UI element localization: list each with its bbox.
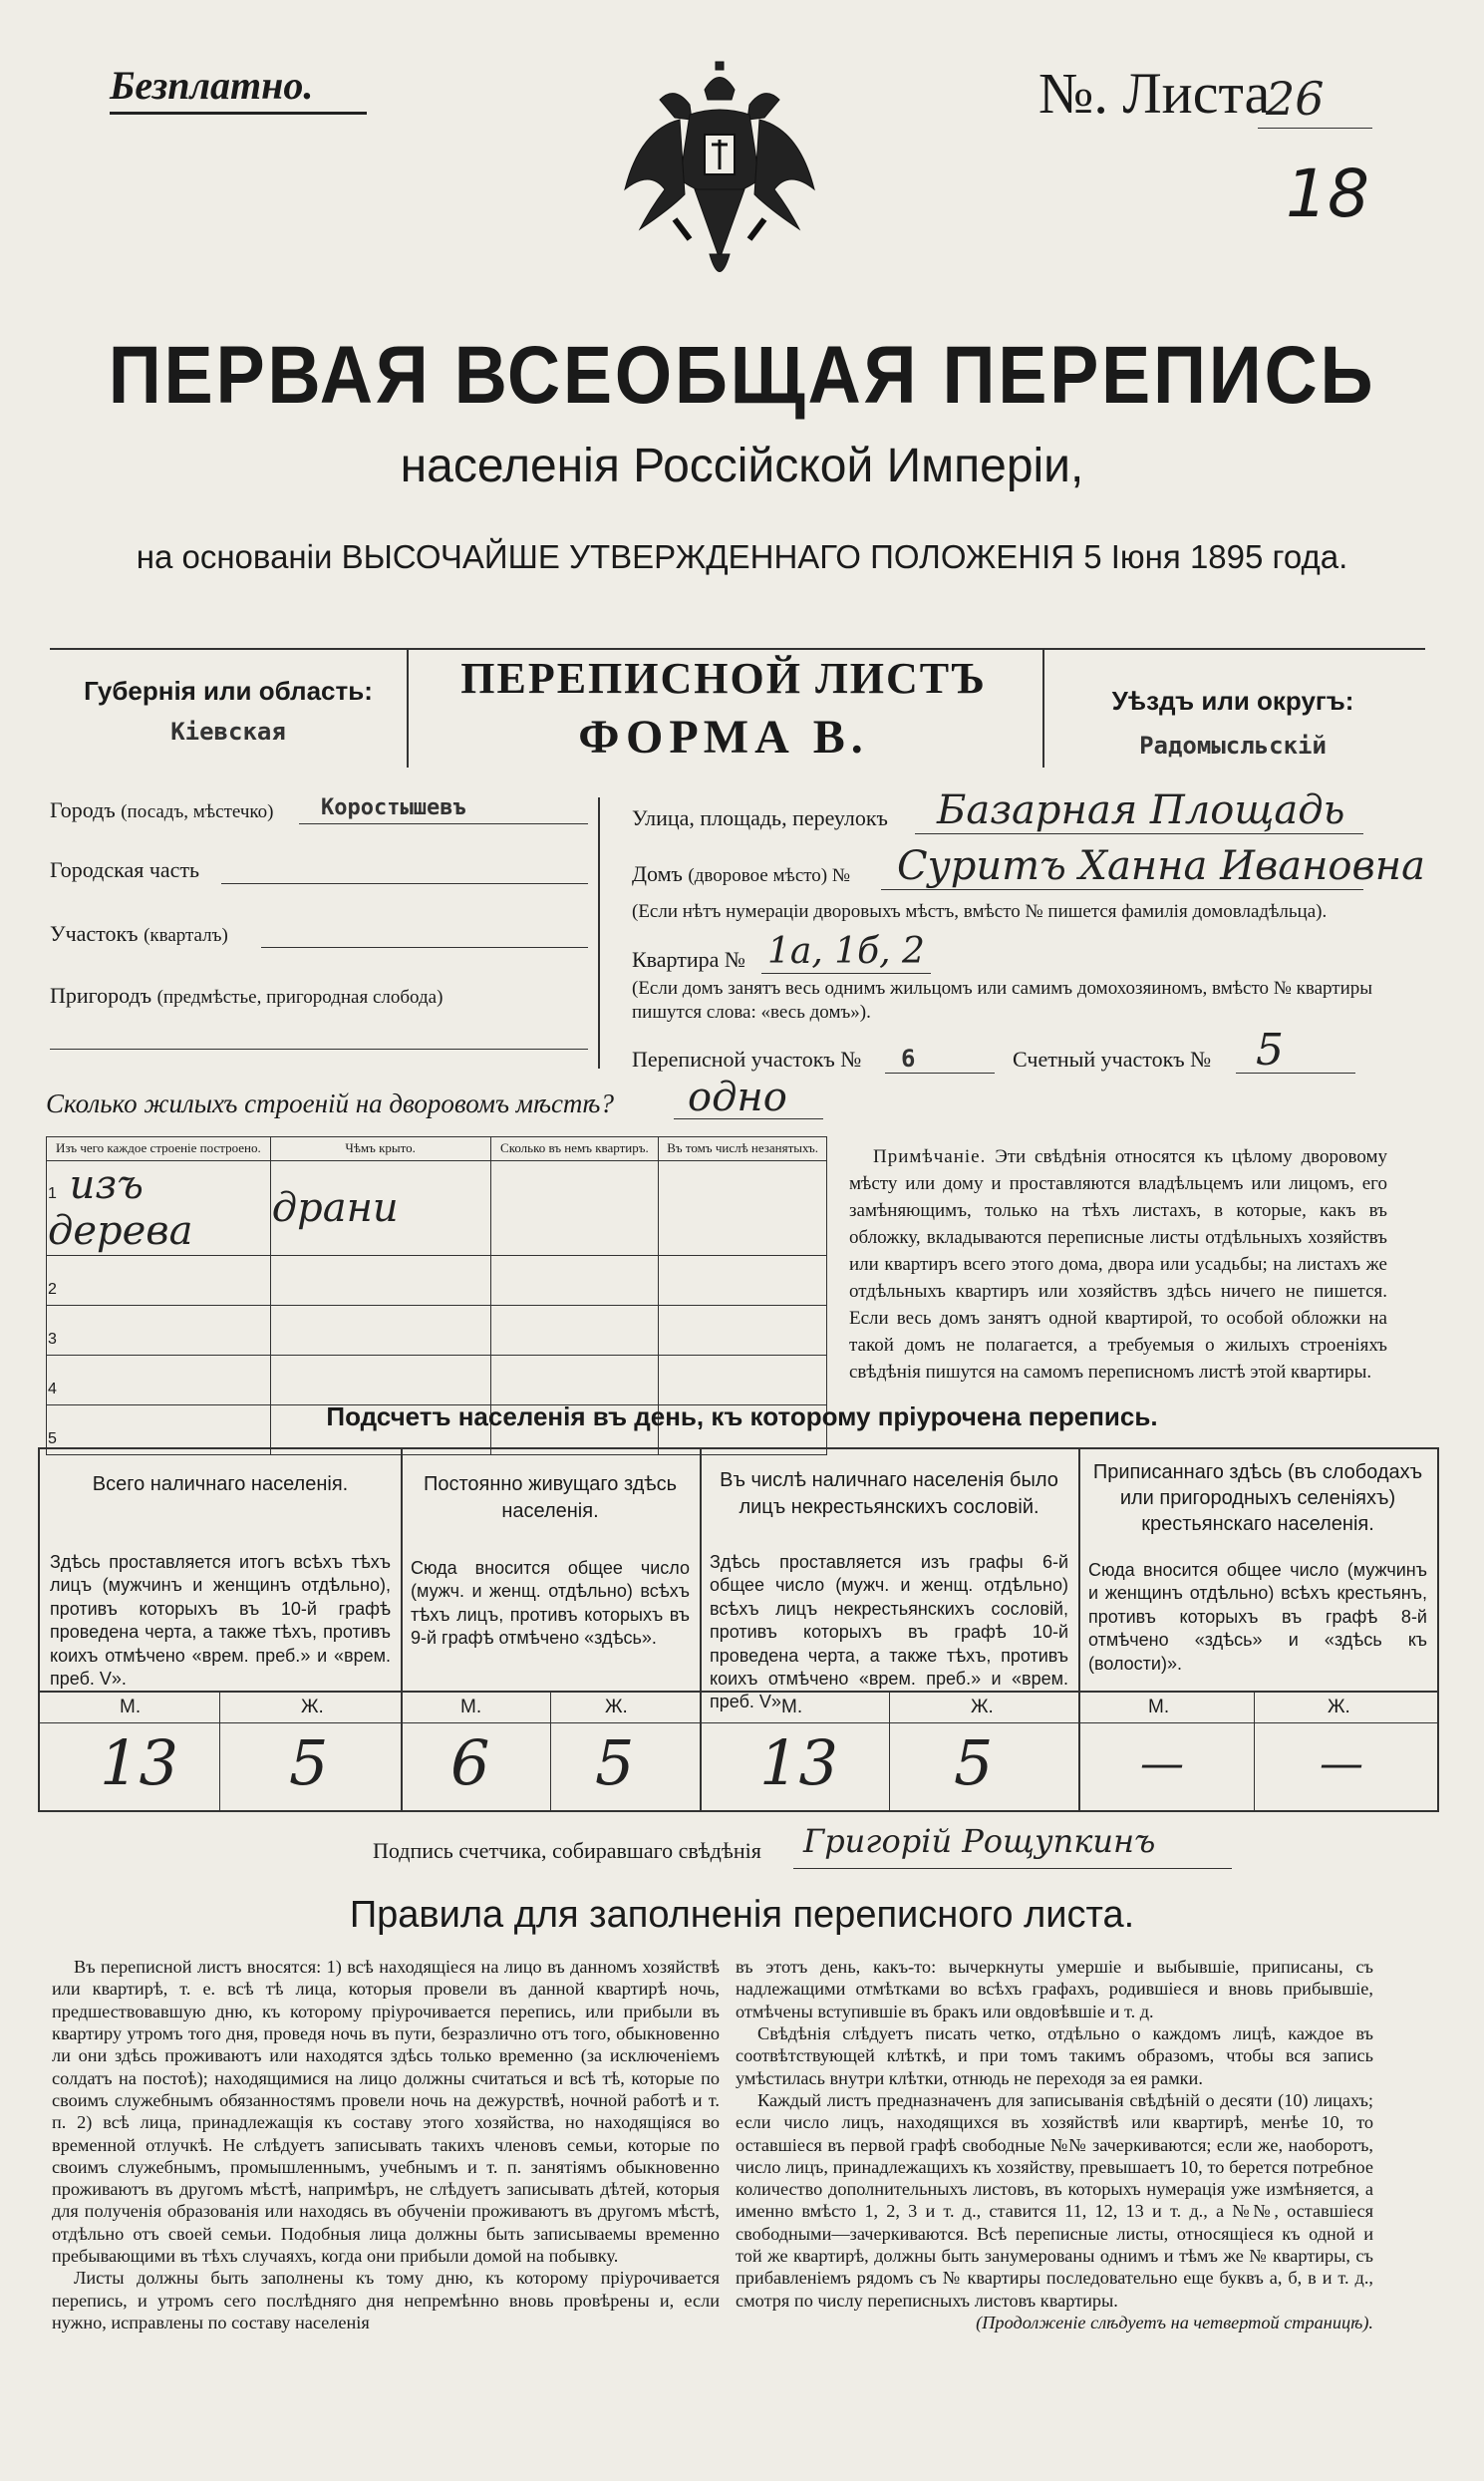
col-divider [889,1693,890,1812]
street-label: Улица, площадь, переулокъ [632,805,888,830]
building-vacant [659,1305,827,1355]
row-number: 5 [48,1429,57,1447]
column-header: Въ числѣ наличнаго населенія было лицъ некрестьянскихъ сословій. [720,1469,1058,1518]
male-label: М. [120,1697,142,1717]
count-district-value: 5 [1256,1025,1284,1076]
free-underline [110,112,367,115]
total-male: 13 [100,1726,178,1799]
building-roof [270,1255,490,1305]
signature-value: Григорій Рощупкинъ [803,1822,1156,1860]
house-value: Суритъ Ханна Ивановна [897,843,1425,889]
male-label: М. [1148,1697,1170,1717]
permanent-male: 6 [450,1726,490,1799]
province-label: Губернія или область: [84,676,373,706]
suburb-line [50,1049,588,1050]
buildings-header-apartments: Сколько въ немъ квартиръ. [490,1137,659,1161]
signature-line [793,1868,1232,1869]
population-column-permanent [401,1449,702,1810]
permanent-female: 5 [595,1726,635,1799]
apartment-note: (Если домъ занятъ весь однимъ жильцомъ или самимъ домохозяиномъ, вмѣсто № квартиры пишутся слова: «весь домъ»). [632,978,1373,1023]
double-headed-eagle-icon [620,60,819,289]
sheet-number-pencil: 18 [1286,155,1369,232]
house-hint: (дворовое мѣсто) № [688,865,851,886]
apartment-line [761,973,931,974]
page-title: ПЕРВАЯ ВСЕОБЩАЯ ПЕРЕПИСЬ [108,330,1376,421]
table-row [47,1160,827,1255]
signature-label: Подпись счетчика, собиравшаго свѣдѣнія [373,1838,761,1863]
rules-continued: (Продолженіе слѣдуетъ на четвертой страницѣ). [976,2313,1373,2332]
rules-paragraph: Въ переписной листъ вносятся: 1) всѣ находящіеся на лицо въ данномъ хозяйствѣ или квартирѣ, т. е. всѣ тѣ лица, которыя провели въ данной квартирѣ ночь, предшествовавшую дню, къ которому пріурочивается перепись, или прибыли въ квартиру утромъ того дня, проведя ночь въ пути, безразлично отъ того, обыкновенно ли они здѣсь проживаютъ или находятся здѣсь только временно (за исключеніемъ солдатъ на постоѣ); находящимися на лицо должны считаться и всѣ тѣ, которые по своимъ служебнымъ обязанностямъ провели ночь на дежурствѣ, ночной работѣ и т. п. 2) всѣ лица, принадлежащія къ составу этого хозяйства, но находящіяся во временной отлучкѣ. Не слѣдуетъ записывать такихъ членовъ семьи, которые по своимъ служебнымъ, промышленнымъ, учебнымъ и т. п. занятіямъ обыкновенно проживаютъ въ другомъ мѣстѣ, напримѣръ, не слѣдуетъ записывать дѣтей, которыя для полученія образованія или находясь въ обученіи проживаютъ въ другомъ мѣстѣ, отдѣльно отъ своей семьи. Подобныя лица должны быть записываемы временно пребывающими въ тѣхъ случаяхъ, когда они прибыли домой на побывку. [52,1957,720,2267]
form-subtitle: ФОРМА В. [578,711,869,764]
precinct-hint: (кварталъ) [144,925,228,946]
sheet-number-line [1258,128,1372,129]
buildings-header-roof: Чѣмъ крыто. [270,1137,490,1161]
sheet-number-label: №. Листа [1039,61,1271,126]
page-subtitle: населенія Россійской Имперіи, [400,440,1084,492]
row-number: 4 [48,1380,57,1397]
rules-left-column [52,1956,720,2333]
precinct-label: Участокъ [50,921,139,946]
district-label: Уѣздъ или округъ: [1111,686,1354,716]
buildings-header-vacant: Въ томъ числѣ незанятыхъ. [659,1137,827,1161]
house-field [632,861,850,887]
town-value: Коростышевъ [321,795,466,820]
col-divider [1254,1693,1255,1812]
non-peasant-female: 5 [954,1726,994,1799]
non-peasant-male: 13 [759,1726,838,1799]
table-row [47,1355,827,1404]
male-female-header [700,1691,1078,1723]
female-label: Ж. [301,1697,324,1717]
row-number: 1 [48,1184,57,1202]
male-female-header [1078,1691,1437,1723]
rules-title: Правила для заполненія переписного листа. [349,1894,1135,1936]
street-line [915,833,1363,834]
col-divider [219,1693,220,1812]
decree-line: на основаніи ВЫСОЧАЙШЕ УТВЕРЖДЕННАГО ПОЛОЖЕНІЯ 5 Іюня 1895 года. [136,538,1348,575]
building-roof [270,1305,490,1355]
column-text: Здѣсь проставляется итогъ всѣхъ тѣхъ лицъ (мужчинъ и женщинъ отдѣльно), противъ которыхъ въ 10-й графѣ проведена черта, а также тѣхъ, противъ коихъ отмѣчено «врем. преб.» и «врем. преб. V». [50,1552,391,1689]
city-part-label: Городская часть [50,857,200,882]
note-label: Примѣчаніе. [873,1146,987,1167]
suburb-label: Пригородъ [50,983,152,1008]
sheet-number-handwritten: 26 [1266,72,1325,126]
rules-paragraph: Листы должны быть заполнены къ тому дню, къ которому пріурочивается перепись, и утромъ сего послѣдняго дня непремѣнно вновь провѣрены и, если нужно, исправлены по составу населенія [52,2268,720,2332]
building-material-cell [47,1255,271,1305]
free-label: Безплатно. [110,63,314,108]
precinct-line [261,947,588,948]
census-district-label: Переписной участокъ № [632,1047,862,1072]
buildings-question: Сколько жилыхъ строеній на дворовомъ мѣстѣ? [46,1088,614,1118]
female-label: Ж. [1328,1697,1350,1717]
table-row [47,1305,827,1355]
column-text: Сюда вносится общее число (мужч. и женщ. отдѣльно) всѣхъ тѣхъ лицъ, противъ которыхъ въ 9-й графѣ отмѣчено «здѣсь». [411,1558,690,1649]
population-column-non-peasant [700,1449,1080,1810]
count-district-label: Счетный участокъ № [1013,1047,1212,1072]
building-apartments [490,1255,659,1305]
population-title: Подсчетъ населенія въ день, къ которому пріурочена перепись. [326,1401,1158,1431]
count-district-line [1236,1073,1355,1074]
male-label: М. [460,1697,482,1717]
province-value: Кіевская [170,718,286,746]
building-material: изъ дерева [48,1161,193,1254]
building-material-cell [47,1355,271,1404]
town-hint: (посадъ, мѣстечко) [121,801,274,822]
building-apartments [490,1305,659,1355]
buildings-answer: одно [688,1075,787,1120]
suburb-hint: (предмѣстье, пригородная слобода) [156,987,444,1008]
apartment-value: 1а, 1б, 2 [767,931,925,972]
population-table [38,1447,1439,1812]
total-female: 5 [289,1726,329,1799]
rules-paragraph: Каждый листъ предназначенъ для записыванія свѣдѣній о десяти (10) лицахъ; если число лицъ, находящихся въ хозяйствѣ или квартирѣ, менѣе 10, то оставшіеся въ первой графѣ свободные №№ зачеркиваются; если же, наоборотъ, число лицъ, принадлежащихъ къ хозяйству, превышаетъ 10, то берется потребное количество дополнительныхъ листовъ, въ которыхъ нумерація уже измѣняется, а именно вмѣсто 1, 2, 3 и т. д., ставится 11, 12, 13 и т. д., а №№, оставшіеся свободными—зачеркиваются. Всѣ переписные листы, относящіеся къ одной и той же квартирѣ, должны быть занумерованы однимъ и тѣмъ же № квартиры, съ прибавленіемъ рядомъ съ № квартиры последовательно еще буквъ а, б, в и т. д., смотря по числу переписныхъ листовъ квартиры. [736,2089,1373,2311]
column-text: Сюда вносится общее число (мужчинъ и женщинъ отдѣльно) всѣхъ крестьянъ, противъ которыхъ въ графѣ 8-й отмѣчено «здѣсь» и «здѣсь къ (волости)». [1088,1560,1427,1674]
building-material-cell [47,1305,271,1355]
male-female-header [401,1691,700,1723]
city-part-line [221,883,588,884]
male-female-header [40,1691,401,1723]
note-text: Эти свѣдѣнія относятся къ цѣлому дворовому мѣсту или дому и проставляются владѣльцемъ или лицомъ, его замѣняющимъ, только на тѣхъ листахъ, в которые, какъ въ обложку, вкладываются переписные листы отдѣльныхъ хозяйствъ или квартиръ всего этого дома, двора или усадьбы; на листахъ же отдѣльныхъ квартиръ или хозяйствъ здѣсь ничего не пишется. Если весь домъ занятъ одной квартирой, то особой обложки на такой домъ не полагается, а требуемыя о жилыхъ строеніяхъ свѣдѣнія пишутся на самомъ переписномъ листѣ этой квартиры. [849,1146,1387,1383]
building-apartments [490,1160,659,1255]
female-label: Ж. [971,1697,994,1717]
building-vacant [659,1355,827,1404]
location-divider [598,797,600,1069]
town-line [299,823,588,824]
suburb-field [50,983,443,1009]
female-label: Ж. [605,1697,628,1717]
building-roof: драни [270,1160,490,1255]
peasant-male: — [1140,1738,1184,1789]
street-value: Базарная Площадь [937,787,1345,833]
precinct-field [50,921,228,947]
col-divider [550,1693,551,1812]
district-value: Радомысльскій [1139,732,1327,760]
census-district-line [885,1073,995,1074]
column-header: Постоянно живущаго здѣсь населенія. [423,1473,678,1522]
column-header: Всего наличнаго населенія. [92,1473,349,1495]
form-title: ПЕРЕПИСНОЙ ЛИСТЪ [460,654,987,703]
buildings-note [849,1144,1387,1387]
peasant-female: — [1320,1738,1363,1789]
apartment-label: Квартира № [632,947,745,972]
house-note: (Если нѣтъ нумераціи дворовыхъ мѣстъ, вмѣсто № пишется фамилія домовладѣльца). [632,901,1328,922]
buildings-header-material: Изъ чего каждое строеніе построено. [47,1137,271,1161]
building-vacant [659,1160,827,1255]
population-column-peasant [1078,1449,1437,1810]
column-header: Приписаннаго здѣсь (въ слободахъ или пригородныхъ селеніяхъ) крестьянскаго населенія. [1092,1461,1423,1535]
row-number: 3 [48,1330,57,1348]
table-row [47,1255,827,1305]
building-roof [270,1355,490,1404]
rules-paragraph: въ этотъ день, какъ-то: вычеркнуты умершіе и выбывшіе, приписаны, съ надлежащими отмѣтками во всѣхъ графахъ, родившіеся и вновь прибывшіе, отмѣчены вступившіе въ бракъ или овдовѣвшіе и т. д. [736,1957,1373,2021]
census-district-value: 6 [901,1045,916,1073]
building-apartments [490,1355,659,1404]
building-material-cell [47,1160,271,1255]
rules-paragraph: Свѣдѣнія слѣдуетъ писать четко, отдѣльно о каждомъ лицѣ, каждое въ соотвѣтствующей клѣткѣ, и при томъ такимъ образомъ, чтобы вся запись умѣстилась внутри клѣтки, отнюдь не переходя за ея рамки. [736,2022,1373,2088]
column-text: Здѣсь проставляется изъ графы 6-й общее число (мужч. и женщ. отдѣльно) всѣхъ лицъ некрестьянскихъ сословій, противъ которыхъ въ графѣ 10-й проведена черта, а также тѣхъ, противъ коихъ отмѣчено «врем. преб.» и «врем. преб. V». [710,1552,1068,1712]
building-vacant [659,1255,827,1305]
male-label: М. [781,1697,803,1717]
buildings-answer-line [674,1118,823,1119]
row-number: 2 [48,1280,57,1298]
house-line [881,889,1363,890]
population-column-total [40,1449,403,1810]
town-label: Городъ [50,797,116,822]
rules-right-column [736,1956,1373,2333]
town-field [50,797,273,823]
house-label: Домъ [632,861,683,886]
